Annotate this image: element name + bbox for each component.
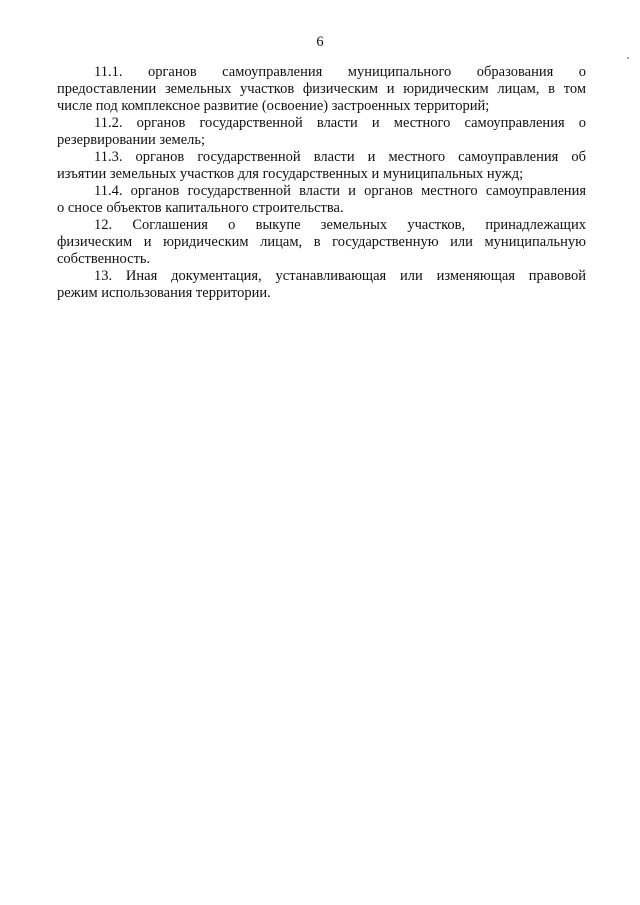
paragraph-line: о сносе объектов капитального строительства. [57,200,344,216]
paragraph-line: изъятии земельных участков для государственных и муниципальных нужд; [57,166,524,182]
paragraph-13 [57,268,586,302]
page-number: 6 [316,34,324,50]
paragraph-11-3 [57,149,586,183]
paragraph-11-2 [57,115,586,149]
paragraph-line: 11.1. органов самоуправления муниципального образования о [94,64,586,80]
paragraph-line: числе под комплексное развитие (освоение) застроенных территорий; [57,98,490,114]
document-body [57,64,586,302]
paragraph-line: физическим и юридическим лицам, в государственную или муниципальную [57,234,586,250]
paragraph-line: 11.4. органов государственной власти и органов местного самоуправления [94,183,586,199]
paragraph-11-4 [57,183,586,217]
paragraph-line: 11.2. органов государственной власти и местного самоуправления о [94,115,586,131]
paragraph-line: 11.3. органов государственной власти и местного самоуправления об [94,149,586,165]
paragraph-line: режим использования территории. [57,285,271,301]
paragraph-line: 13. Иная документация, устанавливающая или изменяющая правовой [94,268,586,284]
paragraph-line: собственность. [57,251,151,267]
paragraph-11-1 [57,64,586,115]
paragraph-line: резервировании земель; [57,132,206,148]
scan-edge-mark [627,57,629,59]
paragraph-line: предоставлении земельных участков физическим и юридическим лицам, в том [57,81,586,97]
paragraph-line: 12. Соглашения о выкупе земельных участков, принадлежащих [94,217,586,233]
paragraph-12 [57,217,586,268]
